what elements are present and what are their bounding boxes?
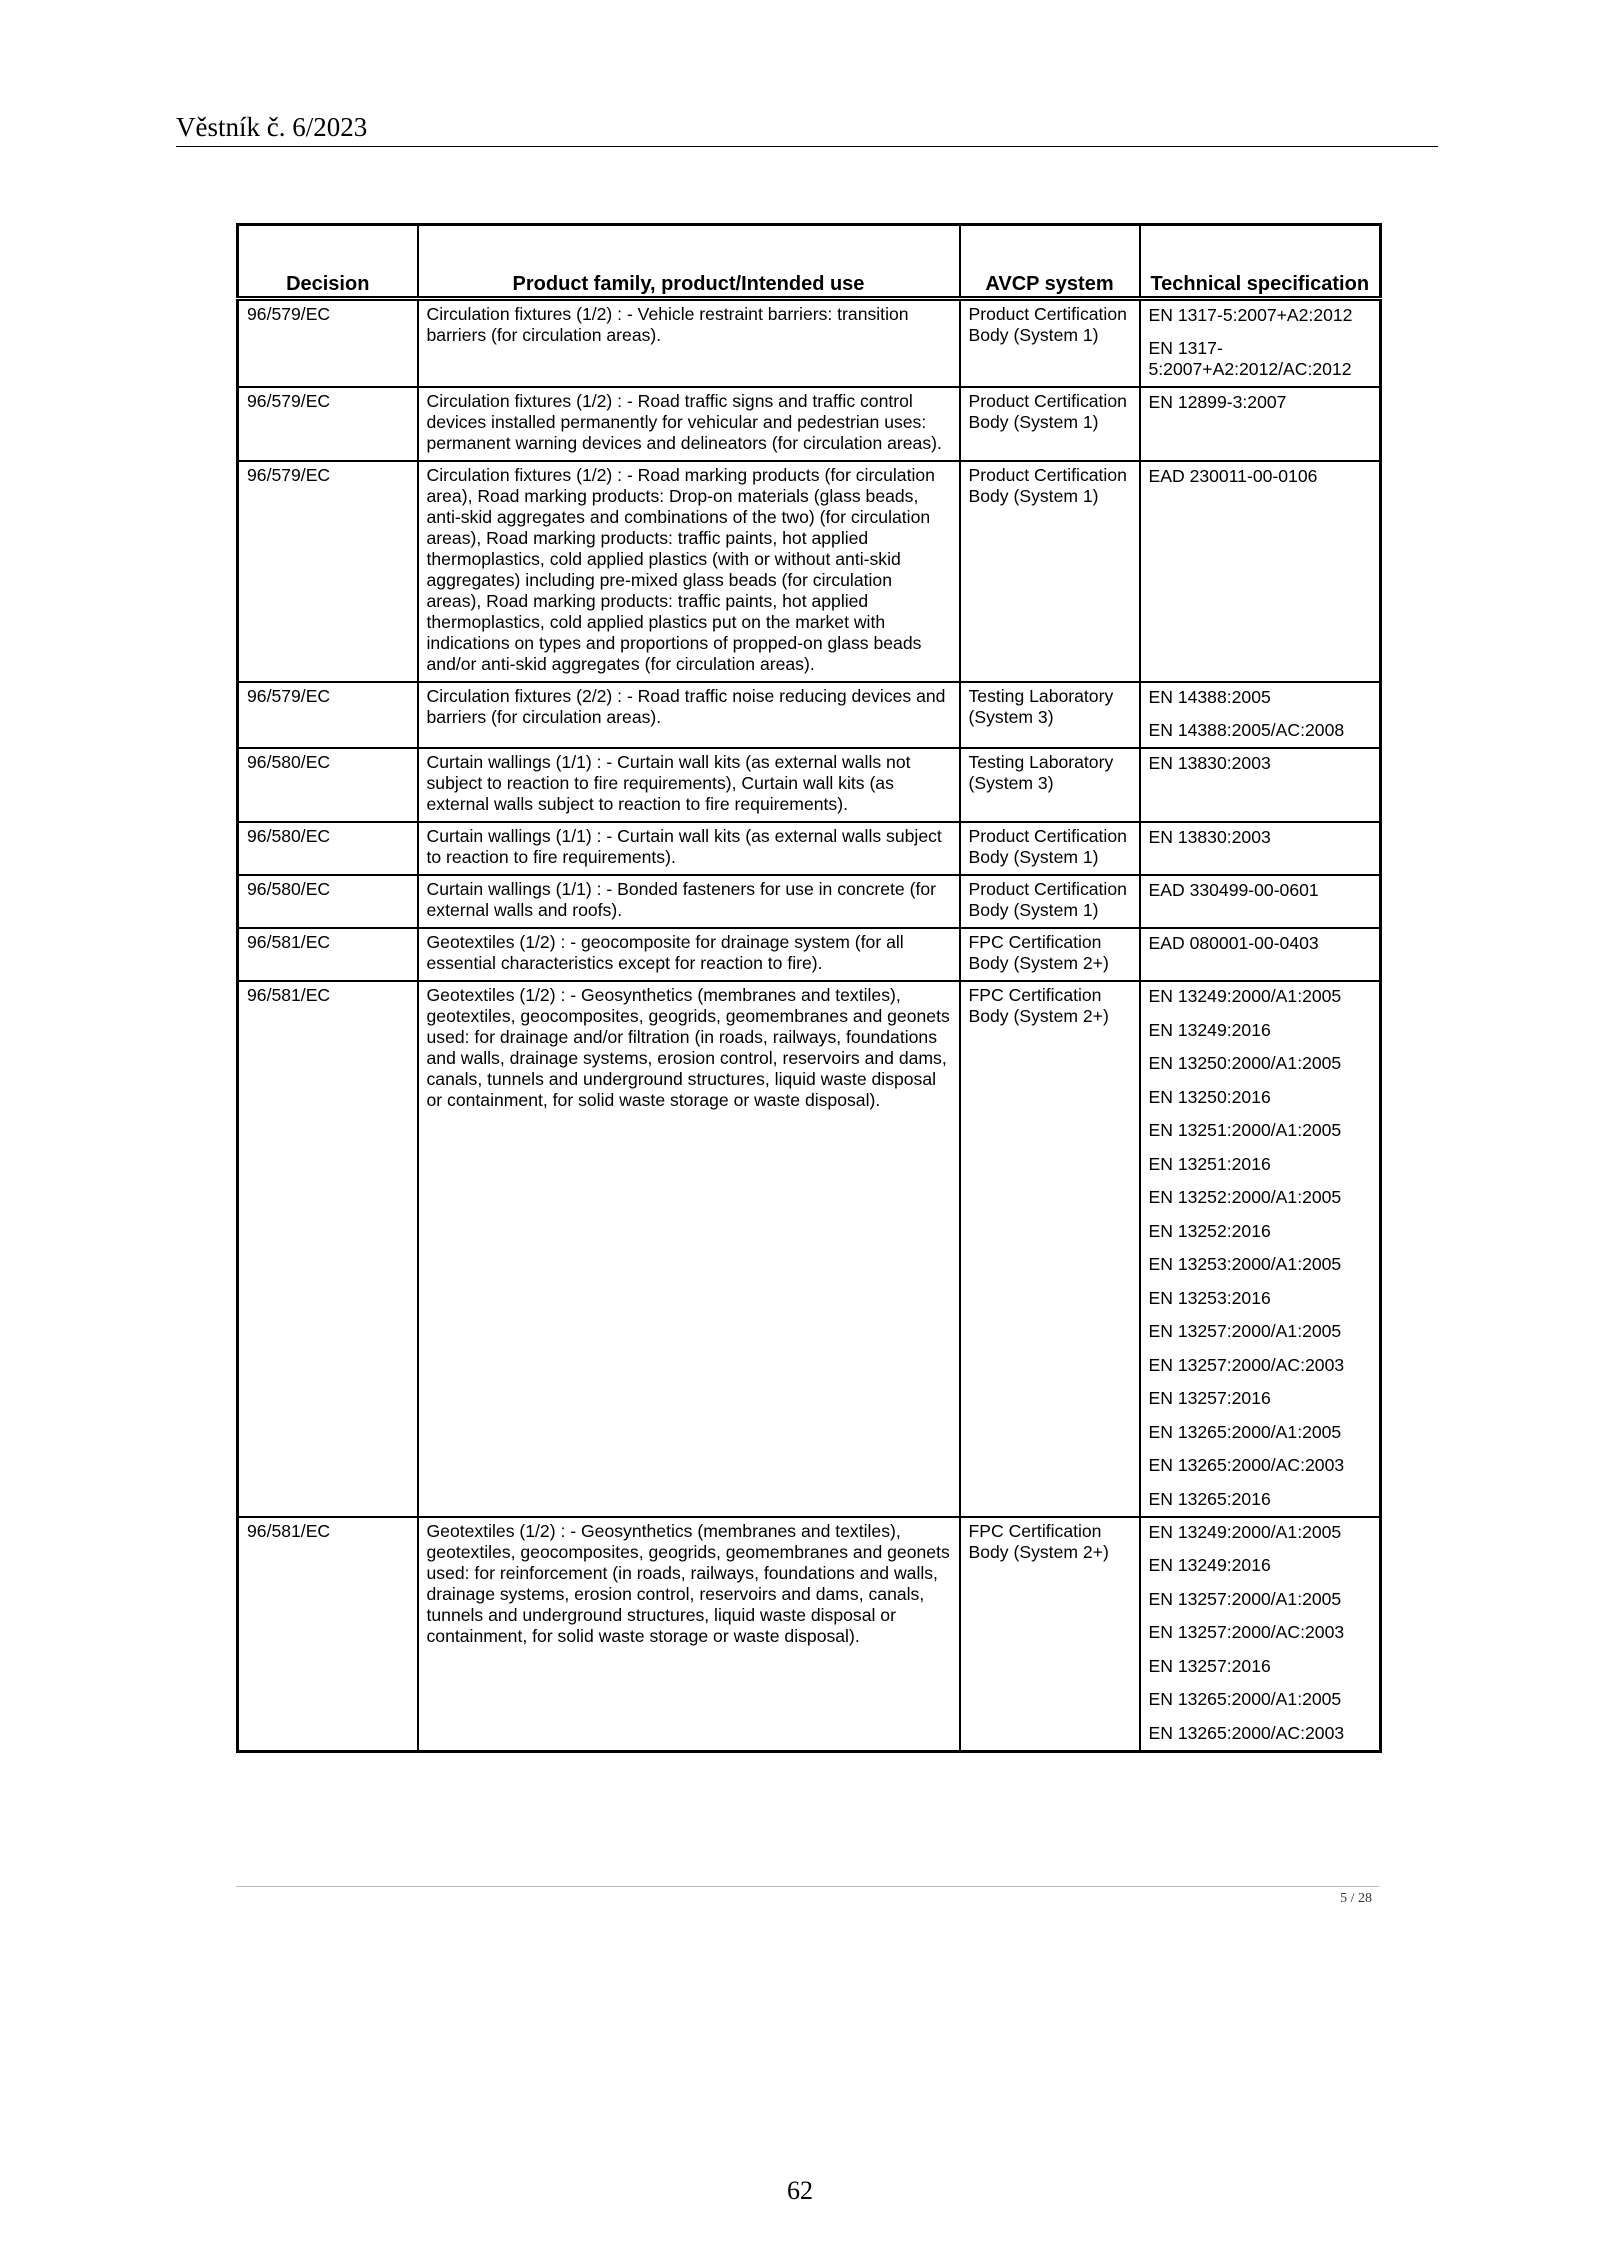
table-row (238, 928, 1381, 981)
spec-line: EN 13252:2000/A1:2005 (1148, 1187, 1342, 1207)
tech-spec-cell (1140, 981, 1381, 1517)
spec-line: EN 13249:2016 (1148, 1555, 1271, 1575)
spec-line: EN 13251:2016 (1148, 1153, 1271, 1174)
header-rule (176, 146, 1438, 147)
avcp-cell: FPC Certification Body (System 2+) (960, 928, 1140, 981)
table-row (238, 875, 1381, 928)
spec-line: EN 13250:2000/A1:2005 (1148, 1053, 1342, 1073)
spec-line: EAD 230011-00-0106 (1148, 465, 1318, 486)
avcp-cell: FPC Certification Body (System 2+) (960, 1517, 1140, 1752)
spec-line: EN 13257:2016 (1148, 1655, 1271, 1676)
spec-line: EN 13830:2003 (1148, 753, 1271, 773)
tech-spec-cell (1140, 387, 1381, 461)
table-row (238, 748, 1381, 822)
spec-line: EN 13257:2000/A1:2005 (1148, 1588, 1342, 1609)
spec-line: EAD 330499-00-0601 (1148, 880, 1319, 900)
product-cell: Circulation fixtures (1/2) : - Road marking products (for circulation area), Road marking products: Drop-on materials (glass beads, anti-skid aggregates and combinations of the two) (for circulation areas), Road marking products: traffic paints, hot applied thermoplastics, cold applied plastics (with or without anti-skid aggregates) including pre-mixed glass beads (for circulation areas), Road marking products: traffic paints, hot applied thermoplastics, cold applied plastics put on the market with indications on types and proportions of propped-on glass beads and/or anti-skid aggregates (for circulation areas). (418, 461, 960, 682)
spec-line: EN 13257:2000/AC:2003 (1148, 1354, 1345, 1375)
product-cell: Circulation fixtures (1/2) : - Road traffic signs and traffic control devices installed permanently for vehicular and pedestrian uses: permanent warning devices and delineators (for circulation areas). (418, 387, 960, 461)
table-row (238, 1517, 1381, 1752)
spec-line: EN 13249:2016 (1148, 1019, 1271, 1040)
decision-cell: 96/580/EC (238, 748, 418, 822)
avcp-cell: Product Certification Body (System 1) (960, 387, 1140, 461)
decision-table-wrapper (236, 223, 1379, 1753)
spec-line: EN 12899-3:2007 (1148, 391, 1287, 412)
spec-line: EN 13830:2003 (1148, 827, 1271, 847)
avcp-cell: Product Certification Body (System 1) (960, 299, 1140, 387)
spec-line: EN 1317-5:2007+A2:2012 (1148, 305, 1353, 325)
spec-line: EN 13253:2000/A1:2005 (1148, 1254, 1342, 1274)
spec-line: EN 13265:2000/AC:2003 (1148, 1455, 1345, 1475)
column-header-decision: Decision (238, 225, 418, 299)
spec-line: EN 13251:2000/A1:2005 (1148, 1120, 1342, 1140)
decision-cell: 96/579/EC (238, 461, 418, 682)
spec-line: EN 13257:2000/AC:2003 (1148, 1622, 1345, 1642)
decision-table (236, 223, 1382, 1753)
spec-line: EN 13249:2000/A1:2005 (1148, 1521, 1342, 1542)
spec-line: EN 13265:2016 (1148, 1488, 1271, 1509)
avcp-cell: Product Certification Body (System 1) (960, 461, 1140, 682)
avcp-cell: Testing Laboratory (System 3) (960, 682, 1140, 749)
spec-line: EN 13252:2016 (1148, 1220, 1271, 1241)
decision-cell: 96/580/EC (238, 822, 418, 875)
spec-line: EN 13250:2016 (1148, 1086, 1271, 1107)
avcp-cell: Product Certification Body (System 1) (960, 822, 1140, 875)
spec-line: EN 13257:2000/A1:2005 (1148, 1321, 1342, 1341)
decision-cell: 96/581/EC (238, 1517, 418, 1752)
spec-line: EAD 080001-00-0403 (1148, 933, 1319, 953)
spec-line: EN 14388:2005 (1148, 686, 1271, 707)
table-header-row (238, 225, 1381, 299)
column-header-technical-specification: Technical specification (1140, 225, 1381, 299)
page-number: 62 (787, 2176, 813, 2205)
table-row (238, 299, 1381, 387)
product-cell: Geotextiles (1/2) : - geocomposite for drainage system (for all essential characteristics except for reaction to fire). (418, 928, 960, 981)
tech-spec-cell (1140, 1517, 1381, 1752)
product-cell: Circulation fixtures (2/2) : - Road traffic noise reducing devices and barriers (for circulation areas). (418, 682, 960, 749)
tech-spec-cell (1140, 875, 1381, 928)
spec-line: EN 13265:2000/A1:2005 (1148, 1689, 1342, 1709)
spec-line: EN 13265:2000/AC:2003 (1148, 1722, 1345, 1743)
table-row (238, 822, 1381, 875)
tech-spec-cell (1140, 461, 1381, 682)
product-cell: Curtain wallings (1/1) : - Bonded fasteners for use in concrete (for external walls and roofs). (418, 875, 960, 928)
product-cell: Geotextiles (1/2) : - Geosynthetics (membranes and textiles), geotextiles, geocomposites, geogrids, geomembranes and geonets used: for drainage and/or filtration (in roads, railways, foundations and walls, drainage systems, erosion control, reservoirs and dams, canals, tunnels and underground structures, liquid waste disposal or containment, for solid waste storage or waste disposal). (418, 981, 960, 1517)
spec-line-text: EN 1317-5:2007+A2:2012/AC:2012 (1148, 337, 1352, 379)
tech-spec-cell (1140, 822, 1381, 875)
decision-cell: 96/579/EC (238, 387, 418, 461)
column-header-product: Product family, product/Intended use (418, 225, 960, 299)
table-row (238, 387, 1381, 461)
product-cell: Curtain wallings (1/1) : - Curtain wall kits (as external walls subject to reaction to fire requirements). (418, 822, 960, 875)
decision-cell: 96/581/EC (238, 981, 418, 1517)
avcp-cell: Testing Laboratory (System 3) (960, 748, 1140, 822)
footer-rule (236, 1886, 1379, 1887)
avcp-cell: Product Certification Body (System 1) (960, 875, 1140, 928)
spec-line: EN 14388:2005/AC:2008 (1148, 720, 1345, 740)
table-row (238, 682, 1381, 749)
spec-line: EN 13257:2016 (1148, 1388, 1271, 1408)
spec-line: EN 13265:2000/A1:2005 (1148, 1421, 1342, 1442)
decision-cell: 96/579/EC (238, 682, 418, 749)
decision-cell: 96/579/EC (238, 299, 418, 387)
journal-title: Věstník č. 6/2023 (176, 112, 368, 142)
page-of-indicator: 5 / 28 (1340, 1891, 1372, 1906)
tech-spec-cell (1140, 682, 1381, 749)
product-cell: Curtain wallings (1/1) : - Curtain wall kits (as external walls not subject to reaction to fire requirements), Curtain wall kits (as external walls subject to reaction to fire requirements). (418, 748, 960, 822)
product-cell: Geotextiles (1/2) : - Geosynthetics (membranes and textiles), geotextiles, geocomposites, geogrids, geomembranes and geonets used: for reinforcement (in roads, railways, foundations and walls, drainage systems, erosion control, reservoirs and dams, canals, tunnels and underground structures, liquid waste disposal or containment, for solid waste storage or waste disposal). (418, 1517, 960, 1752)
decision-cell: 96/581/EC (238, 928, 418, 981)
spec-line (1149, 338, 1380, 380)
tech-spec-cell (1140, 748, 1381, 822)
tech-spec-cell (1140, 928, 1381, 981)
table-row (238, 981, 1381, 1517)
avcp-cell: FPC Certification Body (System 2+) (960, 981, 1140, 1517)
column-header-avcp: AVCP system (960, 225, 1140, 299)
spec-line: EN 13253:2016 (1148, 1287, 1271, 1308)
product-cell: Circulation fixtures (1/2) : - Vehicle restraint barriers: transition barriers (for circulation areas). (418, 299, 960, 387)
tech-spec-cell (1140, 299, 1381, 387)
spec-line: EN 13249:2000/A1:2005 (1148, 986, 1342, 1006)
decision-cell: 96/580/EC (238, 875, 418, 928)
table-row (238, 461, 1381, 682)
